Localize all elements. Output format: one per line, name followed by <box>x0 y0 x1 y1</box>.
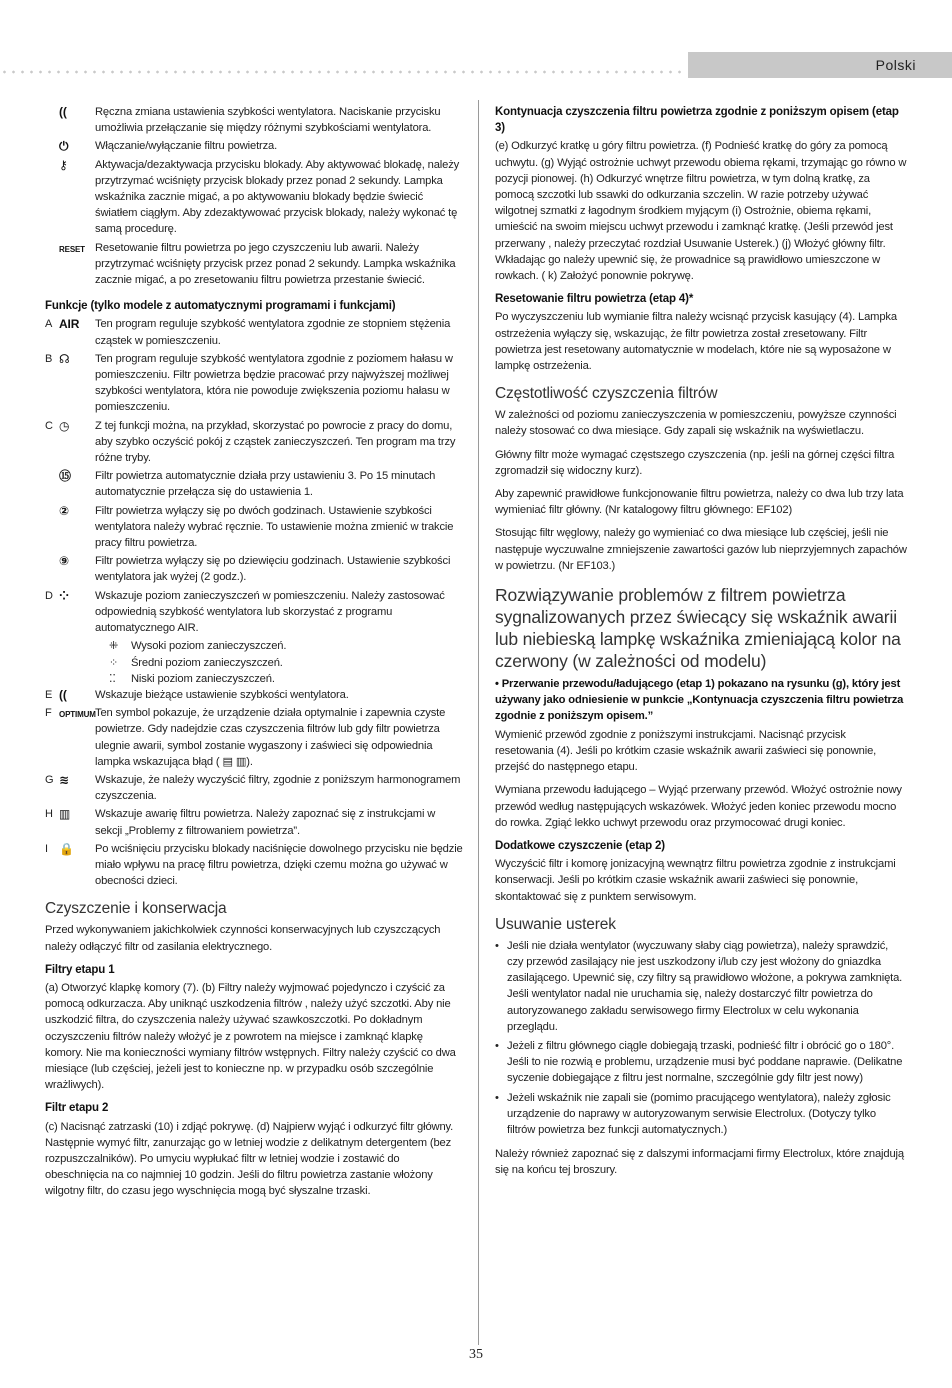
item-letter: I <box>45 842 48 855</box>
column-divider <box>478 100 479 1345</box>
list-item <box>45 806 463 838</box>
stage1-text: (a) Otworzyć klapkę komory (7). (b) Filtry należy wyjmować pojedynczo i czyścić za pomocą odkurzacza. Aby uniknąć uszkodzenia filtrów , należy użyć szczotki. Aby nie uszkodzić filtra, do czyszczenia należy używać szawkoszczotki. Po dokładnym oczyszczeniu filtrów należy włożyć je z powrotem na miejsce i zamknąć klapkę komory. Nie ma konieczności wymiany filtrów wstępnych. Filtry należy czyścić co dwa miesiące (lub częściej, jeżeli jest to konieczne np. w przypadku osób szczególnie wrażliwych). <box>45 981 456 1092</box>
stage2-heading: Filtr etapu 2 <box>45 1102 109 1115</box>
item-letter: D <box>45 589 53 602</box>
functions-heading: Funkcje (tylko modele z automatycznymi programami i funkcjami) <box>45 300 396 313</box>
troubleshooting-item <box>495 1090 907 1139</box>
stage3-text: (e) Odkurzyć kratkę u góry filtru powietrza. (f) Podnieść kratkę do góry za pomocą uchwytu. (g) Wyjąć ostrożnie uchwyt przewodu obiema rękami, trzymając go równo w pozycji pionowej. (h) Odkurzyć wnętrze filtru powietrza, w tym dolną kratkę, za pomocą szczotki lub ssawki do odkurzania szczelin. W razie potrzeby używać wilgotnej szmatki z łagodnym środkiem myjącym (i) Ostrożnie, obiema rękami, umieścić na swoim miejscu uchwyt przewodu i zamknąć kratkę. (Jeśli przewód jest przerwany , należy przeczytać rozdział Usuwanie Usterek.) (j) Włożyć główny filtr. Wkładając go należy upewnić się, że prowadnice są prawidłowo umieszczone w rowkach. ( k) Założyć ponownie pokrywę. <box>495 140 907 283</box>
bullet-icon: • <box>495 1091 499 1104</box>
item-letter: G <box>45 773 54 786</box>
item-letter: A <box>45 318 53 331</box>
item-letter: F <box>45 707 52 720</box>
troubleshooting-list <box>495 938 907 1138</box>
wave-icon: (( <box>59 105 67 119</box>
list-item <box>59 240 463 289</box>
lock-icon: 🔒 <box>59 841 74 856</box>
top-bar <box>0 52 952 78</box>
frequency-p4: Stosując filtr węglowy, należy go wymieniać co dwa miesiące lub częściej, jeśli nie następuje wyczuwalne zmniejszenie zawartości gazów lub nieprzyjemnych zapachów w powietrzu. (Nr EF103.) <box>495 527 907 572</box>
item-text: Filtr powietrza wyłączy się po dwóch godzinach. Ustawienie szybkości wentylatora należy wybrać ręcznie. To ustawienie można zmienić w trakcie pracy filtru powietrza. <box>95 504 454 550</box>
dust-level-text: Średni poziom zanieczyszczeń. <box>131 656 283 669</box>
item-text: Ten symbol pokazuje, że urządzenie działa optymalnie i zapewnia czyste powietrze. Gdy nadejdzie czas czyszczenia filtrów lub gdy filtr powietrza ulegnie awarii, symbol zostanie wygaszony i zaświeci się odpowiednia lampka wskazująca błąd ( ▤ ▥). <box>95 707 446 768</box>
list-item <box>45 351 463 416</box>
list-item <box>45 841 463 890</box>
page-number: 35 <box>469 1347 483 1362</box>
indicators-list <box>45 687 463 889</box>
filter-fault-icon: ▥ <box>59 807 71 822</box>
reset-icon: RESET <box>59 244 85 254</box>
item-letter: C <box>45 419 53 432</box>
item-text: Filtr powietrza wyłączy się po dziewięciu godzinach. Ustawienie szybkości wentylatora jak wyżej (2 godz.). <box>95 555 451 584</box>
item-text: Włączanie/wyłączanie filtru powietrza. <box>95 140 278 153</box>
ear-icon: ☊ <box>59 351 70 366</box>
list-item <box>45 468 463 500</box>
list-item <box>45 705 463 770</box>
item-text: Po wciśnięciu przycisku blokady naciśnięcie dowolnego przycisku nie będzie miało wpływu na pracę filtru powietrza, dzięki czemu można go używać w obecności dzieci. <box>95 842 463 888</box>
problems-p2: Wymiana przewodu ładującego – Wyjąć przerwany przewód. Włożyć ostrożnie nowy przewód według następujących wskazówek. Włożyć jeden koniec przewodu mocno do rowka. Zgiąć lekko uchwyt przewodu oraz przymocować drugi koniec. <box>495 784 902 829</box>
problems-bullet: • Przerwanie przewodu/ładującego (etap 1) pokazano na rysunku (g), który jest używany jako odniesienie w punkcie „Kontynuacja czyszczenia filtru powietrza zgodnie z poniższym opisem.” <box>495 678 904 723</box>
item-text: Wskazuje bieżące ustawienie szybkości wentylatora. <box>95 688 349 701</box>
dust-level-item <box>109 655 463 671</box>
key-icon: ⚷ <box>59 157 68 172</box>
air-icon: AIR <box>59 317 80 332</box>
reset-text: Po wyczyszczeniu lub wymianie filtra należy wcisnąć przycisk kasujący (4). Lampka ostrzeżenia wyłączy się, wskazując, że filtr powietrza został zresetowany. Filtr powietrza jest resetowany automatycznie w modelach, które nie są wyposażone w lampkę ostrzeżenia. <box>495 311 897 373</box>
dotted-rule <box>0 70 684 74</box>
problems-heading: Rozwiązywanie problemów z filtrem powietrza sygnalizowanych przez świecący się wskaźnik awarii lub niebieską lampkę wskaźnika zmieniającą kolor na czerwony (w zależności od modelu) <box>495 585 901 672</box>
dust-level-item <box>109 638 463 654</box>
problems-p1: Wymienić przewód zgodnie z poniższymi instrukcjami. Nacisnąć przycisk resetowania (4). Jeśli po krótkim czasie wskaźnik awarii zaświeci się ponownie, przejść do następnego etapu. <box>495 728 877 774</box>
list-item <box>59 138 463 154</box>
item-letter: H <box>45 808 53 821</box>
language-tab: Polski <box>688 52 952 78</box>
right-column <box>495 104 907 1186</box>
stage3-heading: Kontynuacja czyszczenia filtru powietrza zgodnie z poniższym opisem (etap 3) <box>495 106 899 135</box>
dust-level-item <box>109 671 463 687</box>
frequency-p3: Aby zapewnić prawidłowe funkcjonowanie filtru powietrza, należy co dwa lub trzy lata wymieniać filtr główny. (Nr katalogowy filtru głównego: EF102) <box>495 488 904 517</box>
troubleshooting-text: Jeżeli z filtru głównego ciągle dobiegają trzaski, podnieść filtr i obrócić go o 180°. Jeśli to nie rozwią e problemu, urządzenie musi być poddane naprawie. (Delikatne syczenie dobiegające z filtru jest normalne, szczególnie gdy filtr jest nowy) <box>507 1039 903 1085</box>
item-text: Z tej funkcji można, na przykład, skorzystać po powrocie z pracy do domu, aby szybko oczyścić pokój z cząstek zanieczyszczeń. Ten program ma trzy różne tryby. <box>95 419 456 465</box>
bullet-icon: • <box>495 939 499 952</box>
extra-cleaning-heading: Dodatkowe czyszczenie (etap 2) <box>495 839 665 852</box>
item-text: Ręczna zmiana ustawienia szybkości wentylatora. Naciskanie przycisku umożliwia przełączanie się między różnymi szybkościami wentylatora. <box>95 106 441 135</box>
dust-low-icon: ⁚⁚ <box>109 672 116 685</box>
troubleshooting-heading: Usuwanie usterek <box>495 915 616 933</box>
dust-medium-icon: ⁘ <box>109 656 119 669</box>
bullet-icon: • <box>495 1039 499 1052</box>
item-text: Wskazuje, że należy wyczyścić filtry, zgodnie z poniższym harmonogramem czyszczenia. <box>95 773 461 803</box>
item-letter: B <box>45 352 53 365</box>
troubleshooting-text: Jeżeli wskaźnik nie zapali sie (pomimo pracującego wentylatora), należy zgłosic urządzenie do naprawy w autoryzowanym serwisie Electrolux. (Dotyczy tylko filtrów powietrza bez funkcji automatycznych.) <box>507 1091 891 1136</box>
functions-list <box>45 316 463 636</box>
frequency-p1: W zależności od poziomu zanieczyszczenia w pomieszczeniu, powyższe czynności należy stosować co dwa miesiące. Gdy zapali się wskaźnik na wyświetlaczu. <box>495 409 897 438</box>
dust-icon: ⁘ <box>59 588 69 603</box>
stage2-text: (c) Nacisnąć zatrzaski (10) i zdjąć pokrywę. (d) Najpierw wyjąć i odkurzyć filtr główny. Następnie wymyć filtr, zanurzając go w letniej wodzie z delikatnym detergentem (bez rozpuszczalników). Po umyciu wypłukać filtr w letniej wodzie i zostawić do obeschnięcia na co najmniej 10 godzin. Jeśli do filtru powietrza zastanie włożony wilgotny filtr, do czasu jego wyschnięcia mogą być słyszalne trzaski. <box>45 1120 454 1198</box>
power-icon: ⏻ <box>59 139 69 154</box>
stage1-heading: Filtry etapu 1 <box>45 963 115 976</box>
item-text: Wskazuje awarię filtru powietrza. Należy zapoznać się z instrukcjami w sekcji „Problemy z filtrowaniem powietrza”. <box>95 808 436 837</box>
timer-9-icon: ⑨ <box>59 554 70 569</box>
troubleshooting-text: Jeśli nie działa wentylator (wyczuwany słaby ciąg powietrza), należy sprawdzić, czy przewód zasilający nie jest uszkodzony i/lub czy jest włożony do gniazdka zasilającego. Upewnić się, czy filtry są prawidłowo włożone, a pokrywa zamknięta. Jeśli wentylator nadal nie uruchamia się, należy dostarczyć filtr powietrza do autoryzowanego zakładu serwisowego firmy Electrolux w celu wykonania przeglądu. <box>507 939 903 1033</box>
optimum-icon: OPTIMUM <box>59 710 96 720</box>
clock-icon: ◷ <box>59 418 70 433</box>
left-column <box>45 104 463 1207</box>
list-item <box>45 503 463 552</box>
filter-clean-icon: ≋ <box>59 772 69 787</box>
item-text: Wskazuje poziom zanieczyszczeń w pomieszczeniu. Należy zastosować odpowiednią szybkość wentylatora lub skorzystać z programu automatycznego AIR. <box>95 589 445 635</box>
list-item <box>45 772 463 804</box>
frequency-heading: Częstotliwość czyszczenia filtrów <box>495 385 718 403</box>
dust-high-icon: ⁜ <box>109 640 119 653</box>
dust-level-text: Wysoki poziom zanieczyszczeń. <box>131 640 287 653</box>
timer-2-icon: ② <box>59 503 70 518</box>
list-item <box>59 157 463 238</box>
list-item <box>45 553 463 585</box>
extra-cleaning-text: Wyczyścić filtr i komorę jonizacyjną wewnątrz filtru powietrza zgodnie z instrukcjami konserwacji. Jeśli po krótkim czasie wskaźnik awarii zaświeci się ponownie, skontaktować się z punktem serwisowym. <box>495 858 896 903</box>
item-text: Ten program reguluje szybkość wentylatora zgodnie z poziomem hałasu w pomieszczeniu. Filtr powietrza będzie pracować przy najwyższej możliwej szybkości wentylatora, która nie powoduje zwiększenia poziomu hałasu w pomieszczeniu. <box>95 352 453 414</box>
closing-text: Należy również zapoznać się z dalszymi informacjami firmy Electrolux, które znajdują się na końcu tej broszury. <box>495 1148 904 1177</box>
item-text: Resetowanie filtru powietrza po jego czyszczeniu lub awarii. Należy przytrzymać wciśnięty przycisk przez ponad 2 sekundy. Lampka wskaźnika zacznie migać, a po zresetowaniu filtru powietrza przestanie świecić. <box>95 241 456 287</box>
reset-heading: Resetowanie filtru powietrza (etap 4)* <box>495 293 694 306</box>
list-item <box>59 104 463 136</box>
maintenance-heading: Czyszczenie i konserwacja <box>45 900 227 918</box>
dust-levels-list <box>45 638 463 687</box>
frequency-p2: Główny filtr może wymagać częstszego czyszczenia (np. jeśli na górnej części filtra zgromadził się widoczny kurz). <box>495 448 895 477</box>
item-text: Ten program reguluje szybkość wentylatora zgodnie ze stopniem stężenia cząstek w pomieszczeniu. <box>95 318 451 347</box>
troubleshooting-item <box>495 938 907 1035</box>
fan-speed-icon: (( <box>59 687 67 702</box>
control-icon-list <box>45 104 463 288</box>
item-text: Filtr powietrza automatycznie działa przy ustawieniu 3. Po 15 minutach automatycznie przełącza się do ustawienia 1. <box>95 470 436 499</box>
list-item <box>45 687 463 703</box>
dust-level-text: Niski poziom zanieczyszczeń. <box>131 672 275 685</box>
item-letter: E <box>45 688 53 701</box>
list-item <box>45 588 463 637</box>
troubleshooting-item <box>495 1038 907 1087</box>
list-item <box>45 316 463 348</box>
item-text: Aktywacja/dezaktywacja przycisku blokady. Aby aktywować blokadę, należy przytrzymać wciśnięty przycisk blokady przez ponad 2 sekundy. Lampka wskaźnika zacznie migać, a po aktywowaniu blokady będzie świecić światłem ciągłym. Aby zdezaktywować przycisk blokady, należy wykonać tę samą procedurę. <box>95 158 460 236</box>
timer-15-icon: ⑮ <box>59 469 71 484</box>
list-item <box>45 418 463 467</box>
maintenance-intro: Przed wykonywaniem jakichkolwiek czynności konserwacyjnych lub czyszczących należy odłączyć filtr od zasilania elektrycznego. <box>45 924 441 953</box>
